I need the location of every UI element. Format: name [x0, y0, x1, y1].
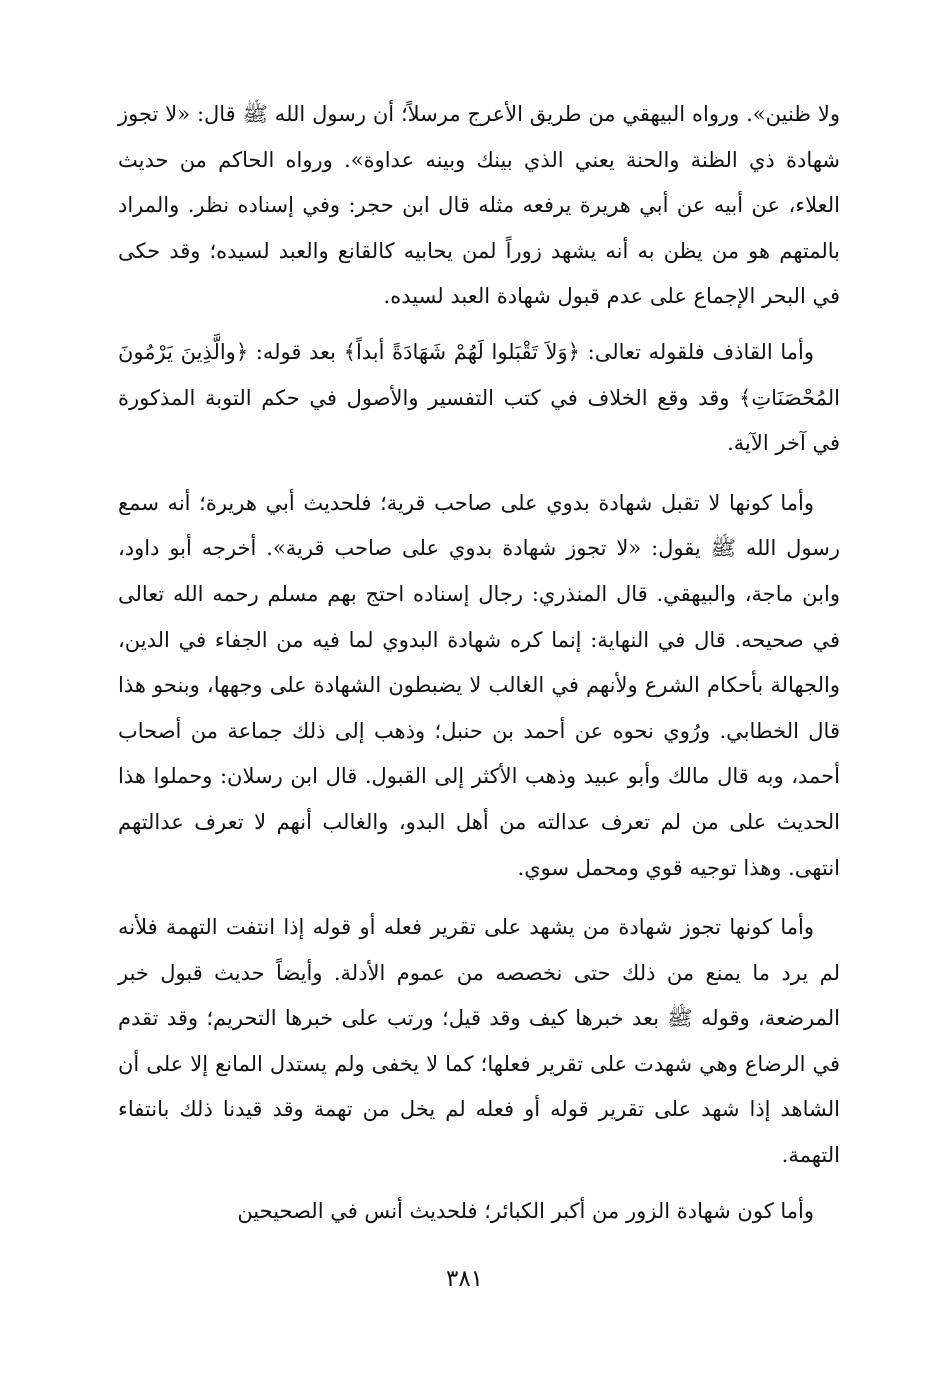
page-number: ٣٨١	[445, 1266, 484, 1292]
paragraph-continuation: ولا ظنين». ورواه البيهقي من طريق الأعرج مرسلاً؛ أن رسول الله ﷺ قال: «لا تجوز شهادة ذي الظنة والحنة يعني الذي بينك وبينه عداوة». ورواه الحاكم من حديث العلاء، عن أبيه عن أبي هريرة يرفعه مثله قال ابن حجر: وفي إسناده نظر. والمراد بالمتهم هو من يظن به أنه يشهد زوراً لمن يحابيه كالقانع والعبد لسيده؛ وقد حكى في البحر الإجماع على عدم قبول شهادة العبد لسيده.	[118, 102, 840, 309]
paragraph-zur: وأما كون شهادة الزور من أكبر الكبائر؛ فلحديث أنس في الصحيحين	[237, 1198, 814, 1223]
paragraph-taqrir: وأما كونها تجوز شهادة من يشهد على تقرير فعله أو قوله إذا انتفت التهمة فلأنه لم يرد ما يمنع من ذلك حتى نخصصه من عموم الأدلة. وأيضاً حديث قبول خبر المرضعة، وقوله ﷺ بعد خبرها كيف وقد قيل؛ ورتب على خبرها التحريم؛ وقد تقدم في الرضاع وهي شهدت على تقرير فعلها؛ كما لا يخفى ولم يستدل المانع إلا على أن الشاهد إذا شهد على تقرير قوله أو فعله لم يخل من تهمة وقد قيدنا ذلك بانتفاء التهمة.	[118, 915, 840, 1168]
page-body	[118, 92, 840, 1234]
paragraph-badawi: وأما كونها لا تقبل شهادة بدوي على صاحب قرية؛ فلحديث أبي هريرة؛ أنه سمع رسول الله ﷺ يقول: «لا تجوز شهادة بدوي على صاحب قرية». أخرجه أبو داود، وابن ماجة، والبيهقي. قال المنذري: رجال إسناده احتج بهم مسلم رحمه الله تعالى في صحيحه. قال في النهاية: إنما كره شهادة البدوي لما فيه من الجفاء في الدين، والجهالة بأحكام الشرع ولأنهم في الغالب لا يضبطون الشهادة على وجهها، وبنحو هذا قال الخطابي. ورُوي نحوه عن أحمد بن حنبل؛ وذهب إلى ذلك جماعة من أصحاب أحمد، وبه قال مالك وأبو عبيد وذهب الأكثر إلى القبول. قال ابن رسلان: وحملوا هذا الحديث على من لم تعرف عدالته من أهل البدو، والغالب أنهم لا تعرف عدالتهم انتهى. وهذا توجيه قوي ومحمل سوي.	[118, 490, 840, 880]
paragraph-qadhif: وأما القاذف فلقوله تعالى: ﴿وَلاَ تَقْبَلوا لَهُمْ شَهَادَةً أبداً﴾ بعد قوله: ﴿والَّذِينَ يَرْمُونَ المُحْصَنَاتِ﴾ وقد وقع الخلاف في كتب التفسير والأصول في حكم التوبة المذكورة في آخر الآية.	[118, 339, 840, 456]
